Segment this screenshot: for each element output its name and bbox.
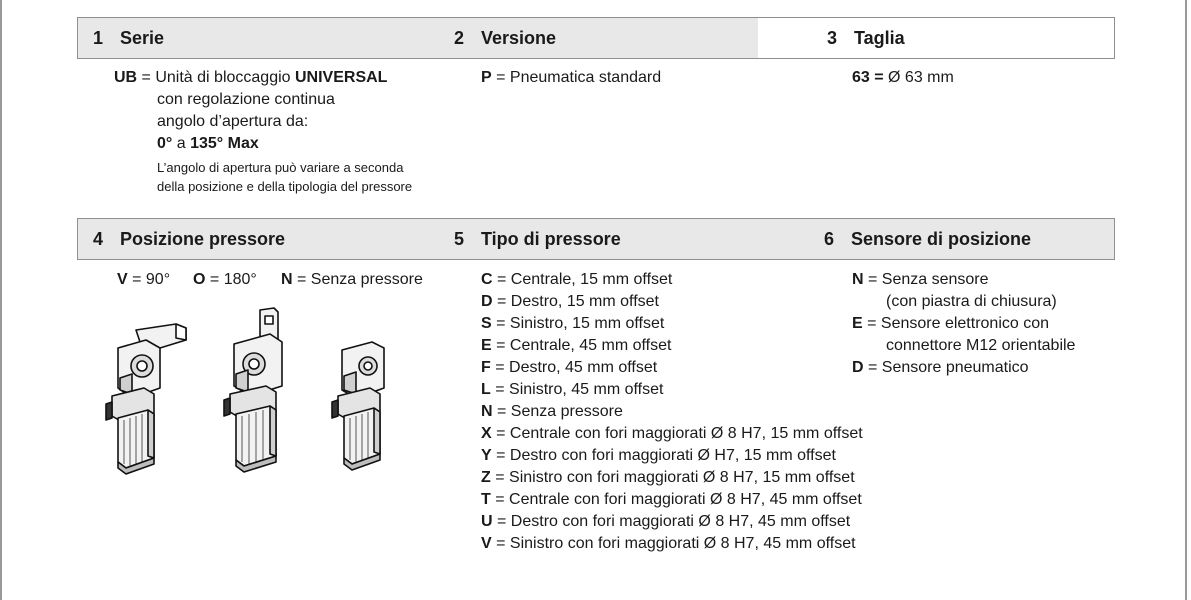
tipo-code: E	[481, 337, 492, 354]
tipo-text: = Destro con fori maggiorati Ø 8 H7, 45 mm offset	[492, 513, 851, 530]
posizione-text: = Senza pressore	[292, 271, 423, 288]
posizione-code: O	[193, 271, 206, 288]
tipo-text: = Destro con fori maggiorati Ø H7, 15 mm offset	[491, 447, 836, 464]
serie-note-2: della posizione e della tipologia del pressore	[157, 179, 413, 194]
header-band-1-tint	[78, 18, 758, 58]
tipo-text: = Destro, 45 mm offset	[490, 359, 658, 376]
section-posizione-header	[84, 219, 285, 259]
tipo-code: N	[481, 403, 493, 420]
section-versione-header	[445, 18, 556, 58]
tipo-text: = Centrale con fori maggiorati Ø 8 H7, 15 mm offset	[491, 425, 863, 442]
taglia-text: Ø 63 mm	[883, 69, 954, 86]
sensore-code: D	[852, 359, 864, 376]
list-item	[481, 445, 863, 467]
tipo-code: Y	[481, 447, 492, 464]
list-item	[481, 401, 863, 423]
list-item	[481, 423, 863, 445]
serie-line-3: angolo d’apertura da:	[157, 113, 309, 130]
angle-to: 135° Max	[190, 135, 259, 152]
section-title: Serie	[120, 27, 165, 48]
sensore-code: N	[852, 271, 864, 288]
serie-line-2: con regolazione continua	[157, 91, 335, 108]
section-number: 5	[453, 229, 464, 249]
section-title: Tipo di pressore	[481, 228, 621, 249]
list-item	[481, 335, 863, 357]
taglia-line	[852, 67, 954, 89]
tipo-code: L	[481, 381, 491, 398]
tipo-text: = Sinistro, 45 mm offset	[490, 381, 664, 398]
list-item	[481, 533, 863, 555]
list-item	[481, 511, 863, 533]
section-sensore-header	[815, 219, 1031, 259]
serie-note-1: L’angolo di apertura può variare a seconda	[157, 160, 404, 175]
serie-angle-range	[157, 133, 259, 155]
section-title: Taglia	[854, 27, 905, 48]
list-item	[481, 467, 863, 489]
section-number: 2	[453, 28, 464, 48]
list-item-continuation: (con piastra di chiusura)	[886, 293, 1057, 310]
header-band-2	[77, 218, 1115, 260]
sensore-text: = Sensore pneumatico	[863, 359, 1029, 376]
posizione-code: N	[281, 271, 293, 288]
sensore-text: = Sensore elettronico con	[862, 315, 1050, 332]
posizione-text: = 90°	[127, 271, 171, 288]
tipo-text: = Centrale con fori maggiorati Ø 8 H7, 45 mm offset	[490, 491, 862, 508]
posizione-n	[281, 269, 423, 291]
sensore-text: = Senza sensore	[863, 271, 989, 288]
serie-code: UB	[114, 69, 138, 86]
sensore-code: E	[852, 315, 863, 332]
section-number: 3	[826, 28, 837, 48]
tipo-code: C	[481, 271, 493, 288]
list-item	[852, 357, 1075, 379]
tipo-code: Z	[481, 469, 491, 486]
tipo-text: = Centrale, 15 mm offset	[492, 271, 673, 288]
serie-name: UNIVERSAL	[294, 69, 388, 86]
tipo-text: = Sinistro con fori maggiorati Ø 8 H7, 15 mm offset	[490, 469, 855, 486]
list-item-continuation: connettore M12 orientabile	[886, 337, 1076, 354]
tipo-code: X	[481, 425, 492, 442]
posizione-v	[117, 269, 170, 291]
versione-line	[481, 67, 661, 89]
list-item	[481, 269, 863, 291]
versione-code: P	[481, 69, 492, 86]
section-title: Posizione pressore	[120, 228, 286, 249]
list-item	[852, 269, 1075, 291]
posizione-code: V	[117, 271, 128, 288]
tipo-code: U	[481, 513, 493, 530]
section-number: 1	[92, 28, 103, 48]
clamp-no-arm-icon	[328, 340, 398, 480]
tipo-list	[481, 269, 863, 555]
sensore-list	[852, 269, 1075, 379]
header-band-1	[77, 17, 1115, 59]
serie-line-1	[114, 67, 387, 89]
posizione-o	[193, 269, 257, 291]
list-item	[481, 379, 863, 401]
angle-from: 0°	[157, 135, 173, 152]
section-tipo-header	[445, 219, 621, 259]
section-taglia-header	[818, 18, 905, 58]
tipo-text: = Sinistro con fori maggiorati Ø 8 H7, 45 mm offset	[491, 535, 856, 552]
list-item	[481, 357, 863, 379]
section-number: 6	[823, 229, 834, 249]
clamp-90-icon	[98, 318, 198, 483]
angle-a: a	[172, 135, 191, 152]
tipo-code: V	[481, 535, 492, 552]
tipo-code: F	[481, 359, 491, 376]
tipo-text: = Sinistro, 15 mm offset	[491, 315, 665, 332]
serie-eq: = Unità di bloccaggio	[137, 69, 295, 86]
list-item	[852, 313, 1075, 335]
list-item	[481, 489, 863, 511]
posizione-text: = 180°	[205, 271, 257, 288]
section-serie-header	[84, 18, 164, 58]
versione-text: = Pneumatica standard	[491, 69, 662, 86]
section-title: Sensore di posizione	[851, 228, 1032, 249]
tipo-text: = Senza pressore	[492, 403, 623, 420]
tipo-code: S	[481, 315, 492, 332]
tipo-text: = Centrale, 45 mm offset	[491, 337, 672, 354]
clamp-180-icon	[220, 306, 300, 481]
tipo-text: = Destro, 15 mm offset	[492, 293, 659, 310]
list-item	[481, 291, 863, 313]
section-number: 4	[92, 229, 103, 249]
list-item	[481, 313, 863, 335]
tipo-code: T	[481, 491, 491, 508]
tipo-code: D	[481, 293, 493, 310]
section-title: Versione	[481, 27, 557, 48]
taglia-code: 63 =	[852, 69, 884, 86]
